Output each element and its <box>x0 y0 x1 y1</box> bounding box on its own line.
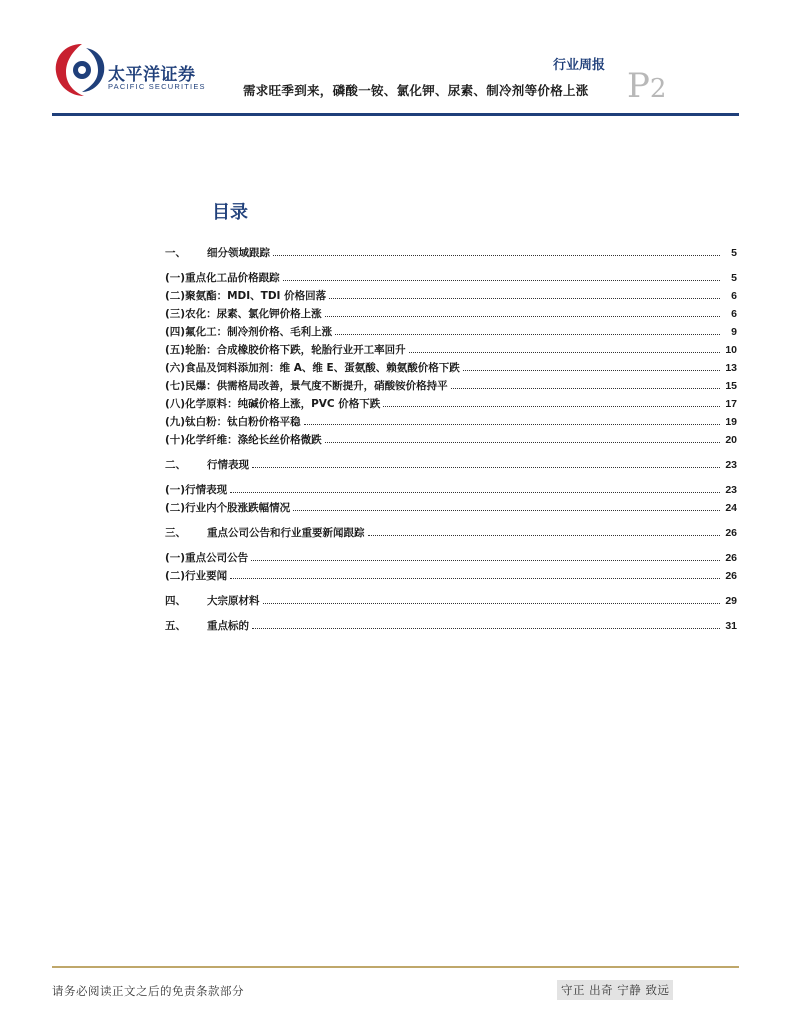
logo-text-en: PACIFIC SECURITIES <box>108 82 206 91</box>
toc-leader-dots <box>325 316 720 317</box>
toc-entry-page: 9 <box>731 326 737 338</box>
page-number: 2 <box>649 74 667 104</box>
toc-entry-label: 重点公司公告和行业重要新闻跟踪 <box>207 527 365 539</box>
toc-entry-number: (四) <box>165 326 186 338</box>
toc-entry-number: (十) <box>165 434 186 446</box>
toc-entry-number: (三) <box>165 308 186 320</box>
toc-entry-label: 聚氨酯：MDI、TDI 价格回落 <box>185 290 327 302</box>
toc-entry-page: 31 <box>725 620 737 632</box>
toc-entry-label: 钛白粉：钛白粉价格平稳 <box>185 416 301 428</box>
toc-entry[interactable] <box>165 306 737 324</box>
toc-entry-label: 重点标的 <box>207 620 249 632</box>
toc-entry[interactable] <box>165 342 737 360</box>
toc-entry[interactable] <box>165 618 737 636</box>
toc-entry-page: 29 <box>725 595 737 607</box>
toc-entry-page: 10 <box>725 344 737 356</box>
toc-leader-dots <box>283 280 720 281</box>
toc-entry-number: (六) <box>165 362 186 374</box>
toc-entry-number: (五) <box>165 344 186 356</box>
toc-entry[interactable] <box>165 500 737 518</box>
page-prefix: P <box>627 66 650 106</box>
toc-entry-label: 大宗原材料 <box>207 595 260 607</box>
toc-leader-dots <box>251 560 720 561</box>
toc-entry-number: 一、 <box>165 247 186 259</box>
toc-entry-number: (一) <box>165 272 186 284</box>
toc-entry[interactable] <box>165 270 737 288</box>
footer-divider <box>52 966 739 968</box>
toc-leader-dots <box>325 442 720 443</box>
toc-entry-number: (八) <box>165 398 186 410</box>
toc-leader-dots <box>335 334 720 335</box>
toc-entry-page: 17 <box>725 398 737 410</box>
toc-entry-label: 行情表现 <box>185 484 228 496</box>
toc-entry-page: 19 <box>725 416 737 428</box>
toc-entry-label: 化学纤维：涤纶长丝价格微跌 <box>185 434 322 446</box>
toc-leader-dots <box>368 535 721 536</box>
toc-entry-page: 23 <box>725 459 737 471</box>
logo-text-cn: 太平洋证券 <box>108 65 196 85</box>
toc-entry[interactable] <box>165 245 737 263</box>
toc-entry-number: (一) <box>165 484 186 496</box>
toc-entry[interactable] <box>165 457 737 475</box>
toc-entry-label: 行情表现 <box>207 459 249 471</box>
toc-entry-page: 20 <box>725 434 737 446</box>
report-type: 行业周报 <box>553 58 606 73</box>
page-number-label <box>627 66 666 106</box>
toc-leader-dots <box>383 406 720 407</box>
toc-entry[interactable] <box>165 414 737 432</box>
toc-entry[interactable] <box>165 525 737 543</box>
toc-entry-label: 化学原料：纯碱价格上涨，PVC 价格下跌 <box>185 398 381 410</box>
toc-entry-number: 五、 <box>165 620 186 632</box>
toc-entry[interactable] <box>165 482 737 500</box>
footer-motto: 守正 出奇 宁静 致远 <box>557 980 673 1000</box>
toc-entry[interactable] <box>165 324 737 342</box>
toc-leader-dots <box>304 424 720 425</box>
toc-entry-number: 二、 <box>165 459 186 471</box>
header-divider <box>52 113 739 116</box>
toc-leader-dots <box>273 255 720 256</box>
toc-leader-dots <box>230 492 720 493</box>
toc-leader-dots <box>463 370 720 371</box>
toc-entry-number: 四、 <box>165 595 186 607</box>
toc-leader-dots <box>329 298 720 299</box>
toc-entry-label: 细分领域跟踪 <box>207 247 270 259</box>
toc-entry-page: 15 <box>725 380 737 392</box>
footer-disclaimer: 请务必阅读正文之后的免责条款部分 <box>52 984 244 998</box>
toc-entry-number: (九) <box>165 416 186 428</box>
toc-leader-dots <box>263 603 721 604</box>
toc-entry-label: 轮胎：合成橡胶价格下跌，轮胎行业开工率回升 <box>185 344 406 356</box>
toc-entry-page: 5 <box>731 272 737 284</box>
toc-entry-page: 26 <box>725 570 737 582</box>
toc-entry-label: 重点化工品价格跟踪 <box>185 272 280 284</box>
logo-emblem-icon <box>52 40 108 100</box>
toc-entry-number: (七) <box>165 380 186 392</box>
toc-entry-number: (二) <box>165 570 186 582</box>
toc-entry-page: 26 <box>725 527 737 539</box>
toc-entry[interactable] <box>165 360 737 378</box>
toc-entry[interactable] <box>165 378 737 396</box>
toc-entry[interactable] <box>165 550 737 568</box>
toc-entry-page: 5 <box>731 247 737 259</box>
toc-entry[interactable] <box>165 288 737 306</box>
toc-entry-number: (一) <box>165 552 186 564</box>
toc-entry-label: 农化：尿素、氯化钾价格上涨 <box>185 308 322 320</box>
toc-entry[interactable] <box>165 593 737 611</box>
toc-entry-page: 13 <box>725 362 737 374</box>
toc-leader-dots <box>409 352 720 353</box>
toc-entry[interactable] <box>165 396 737 414</box>
toc-entry-label: 行业内个股涨跌幅情况 <box>185 502 291 514</box>
toc-leader-dots <box>252 628 720 629</box>
table-of-contents <box>165 245 737 643</box>
toc-entry-label: 民爆：供需格局改善，景气度不断提升，硝酸铵价格持平 <box>185 380 448 392</box>
toc-entry-number: 三、 <box>165 527 186 539</box>
toc-entry-page: 23 <box>725 484 737 496</box>
toc-leader-dots <box>293 510 720 511</box>
toc-leader-dots <box>451 388 720 389</box>
toc-entry-page: 6 <box>731 308 737 320</box>
toc-entry[interactable] <box>165 568 737 586</box>
toc-entry-page: 26 <box>725 552 737 564</box>
report-title: 需求旺季到来，磷酸一铵、氯化钾、尿素、制冷剂等价格上涨 <box>243 83 589 98</box>
toc-entry-label: 重点公司公告 <box>185 552 249 564</box>
toc-entry-label: 行业要闻 <box>185 570 228 582</box>
toc-leader-dots <box>230 578 720 579</box>
toc-entry-label: 氟化工：制冷剂价格、毛利上涨 <box>185 326 333 338</box>
toc-entry-label: 食品及饲料添加剂：维 A、维 E、蛋氨酸、赖氨酸价格下跌 <box>185 362 460 374</box>
toc-entry-page: 6 <box>731 290 737 302</box>
toc-title: 目录 <box>212 202 248 223</box>
toc-leader-dots <box>252 467 720 468</box>
toc-entry[interactable] <box>165 432 737 450</box>
toc-entry-number: (二) <box>165 290 186 302</box>
toc-entry-number: (二) <box>165 502 186 514</box>
toc-entry-page: 24 <box>725 502 737 514</box>
